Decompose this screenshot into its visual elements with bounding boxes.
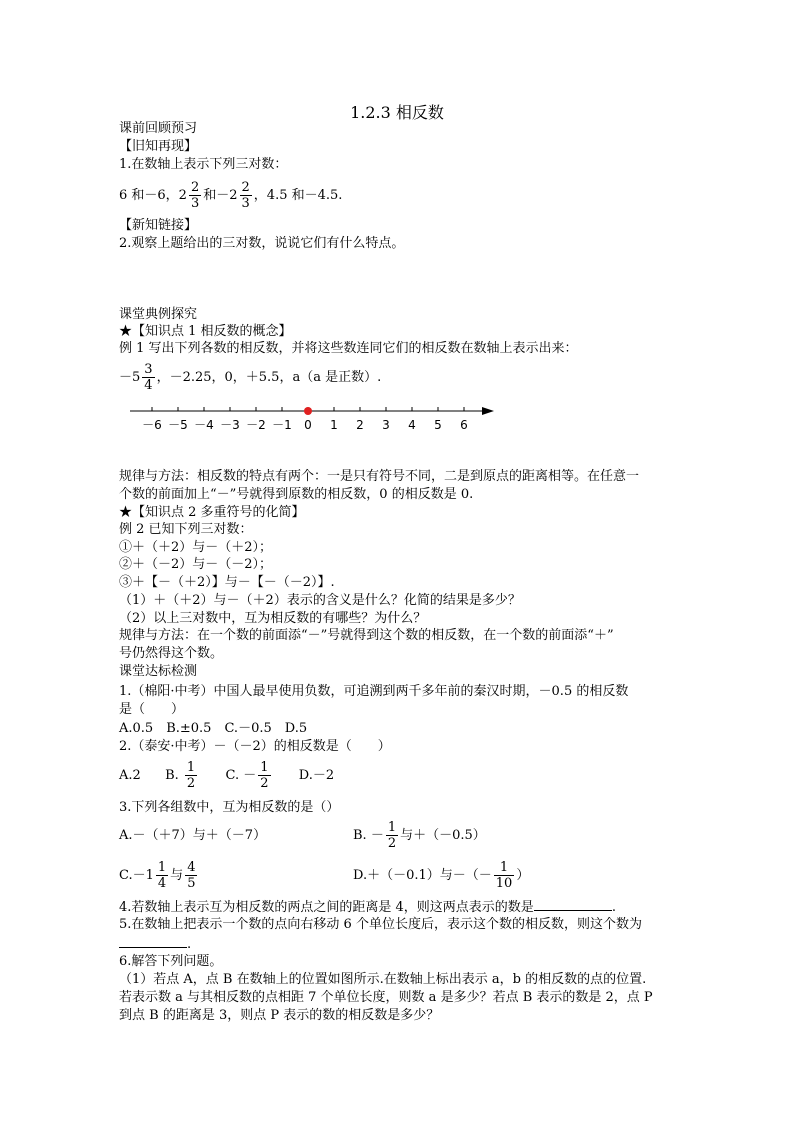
page-title: 1.2.3 相反数: [350, 103, 444, 122]
q1-part-b: 和－2: [203, 188, 238, 203]
fraction-two-thirds: [189, 180, 201, 211]
example-2-question-2: （2）以上三对数中，互为相反数的有哪些？为什么？: [119, 611, 427, 626]
denominator: 3: [190, 196, 200, 211]
axis-tick-label: 3: [382, 418, 390, 432]
fraction-two-thirds-2: [240, 180, 252, 211]
knowledge-point-2: ★【知识点 2 多重符号的化简】: [119, 505, 305, 520]
example-2-item-2: ②＋（－2）与－（－2）；: [119, 557, 273, 572]
test-3-option-c: [119, 858, 199, 894]
denominator: 10: [495, 876, 513, 891]
t3-b-suffix: 与＋（－0.5）: [400, 828, 486, 843]
answer-blank-5[interactable]: [119, 935, 187, 948]
t2-option-c: C. －: [225, 768, 257, 783]
t3-d-suffix: ）: [516, 868, 530, 883]
question-1: 1.在数轴上表示下列三对数：: [119, 157, 288, 172]
example-1-numbers: [119, 360, 381, 396]
test-6-line-1: （1）若点 A，点 B 在数轴上的位置如图所示.在数轴上标出表示 a，b 的相反数的点的位置.: [119, 972, 647, 987]
rule-1-line-2: 个数的前面加上“－”号就得到原数的相反数，0 的相反数是 0.: [119, 487, 474, 502]
axis-tick-label: －6: [142, 418, 162, 432]
example-2: 例 2 已知下列三对数：: [119, 522, 253, 537]
new-knowledge-label: 【新知链接】: [119, 218, 198, 233]
rule-2-line-2: 号仍然得这个数。: [119, 646, 224, 661]
fraction-one-tenth: [494, 860, 515, 891]
old-knowledge-label: 【旧知再现】: [119, 139, 198, 154]
q1-part-c: ，4.5 和－4.5.: [253, 188, 343, 203]
denominator: 5: [187, 876, 196, 891]
fraction-four-fifths: [185, 860, 197, 891]
rule-1-line-1: 规律与方法：相反数的特点有两个：一是只有符号不同，二是到原点的距离相等。在任意一: [119, 469, 640, 484]
question-1-numbers: [119, 178, 342, 214]
t2-option-d: D.－2: [298, 768, 335, 783]
test-3-option-b: [353, 818, 486, 854]
t3-c-prefix: C.－1: [119, 868, 154, 883]
t3-d-prefix: D.＋（－0.1）与－（－: [353, 868, 492, 883]
numerator: 1: [494, 860, 515, 876]
denominator: 2: [260, 776, 269, 791]
test-3: 3.下列各组数中，互为相反数的是（）: [119, 800, 340, 815]
test-2: 2.（泰安·中考）－（－2）的相反数是（ ）: [119, 739, 391, 754]
fraction-one-half: [185, 760, 197, 791]
example-1: 例 1 写出下列各数的相反数，并将这些数连同它们的相反数在数轴上表示出来：: [119, 341, 578, 356]
axis-tick-label: 6: [460, 418, 468, 432]
numerator: 1: [387, 820, 397, 835]
test-4-end: .: [611, 900, 616, 915]
axis-tick-label: －5: [168, 418, 188, 432]
numerator: 1: [186, 760, 196, 775]
knowledge-point-1: ★【知识点 1 相反数的概念】: [119, 324, 292, 339]
test-1-options: A.0.5 B.±0.5 C.－0.5 D.5: [119, 721, 308, 736]
q1-part-a: 6 和－6，2: [119, 188, 187, 203]
test-5-answer: [119, 935, 191, 953]
numerator: 2: [190, 180, 200, 195]
denominator: 3: [241, 196, 250, 211]
axis-tick-label: －2: [246, 418, 266, 432]
test-5: 5.在数轴上把表示一个数的点向右移动 6 个单位长度后，表示这个数的相反数，则这个数为: [119, 917, 642, 932]
axis-tick-label: 1: [330, 418, 338, 432]
ex1-part-b: ，－2.25，0，＋5.5，a（a 是正数）.: [156, 370, 382, 385]
test-6-line-3: 到点 B 的距离是 3，则点 P 表示的数的相反数是多少？: [119, 1008, 440, 1023]
numerator: 2: [241, 180, 250, 195]
number-line: [0, 398, 794, 438]
axis-tick-label: 5: [434, 418, 442, 432]
test-2-options: [119, 758, 334, 794]
fraction-one-half-2: [258, 760, 270, 791]
origin-dot: [304, 407, 312, 415]
denominator: 4: [157, 876, 167, 891]
numerator: 1: [157, 860, 167, 875]
ex1-part-a: －5: [119, 370, 141, 385]
section-test-heading: 课堂达标检测: [119, 664, 198, 679]
example-2-question-1: （1）＋（＋2）与－（＋2）表示的含义是什么？化简的结果是多少？: [119, 593, 521, 608]
numerator: 3: [144, 362, 153, 377]
fraction-three-quarters: [142, 362, 154, 393]
test-3-option-a: A.－（＋7）与＋（－7）: [119, 828, 267, 843]
test-4: [119, 898, 616, 916]
numerator: 4: [187, 860, 196, 875]
test-6: 6.解答下列问题。: [119, 954, 223, 969]
answer-blank-4[interactable]: [534, 898, 612, 911]
denominator: 2: [186, 776, 196, 791]
fraction-one-quarter: [156, 860, 168, 891]
test-5-end: .: [187, 937, 192, 952]
section-examples-heading: 课堂典例探究: [119, 307, 198, 322]
t3-c-middle: 与: [170, 868, 184, 883]
t2-option-b: B.: [165, 768, 179, 783]
fraction-one-half-3: [386, 820, 398, 851]
test-3-option-d: [353, 858, 529, 894]
rule-2-line-1: 规律与方法：在一个数的前面添“－”号就得到这个数的相反数，在一个数的前面添“＋”: [119, 628, 614, 643]
section-review-heading: 课前回顾预习: [119, 121, 198, 136]
test-4-text: 4.若数轴上表示互为相反数的两点之间的距离是 4，则这两点表示的数是: [119, 900, 534, 915]
test-1-line-1: 1.（棉阳·中考）中国人最早使用负数，可追溯到两千多年前的秦汉时期，－0.5 的相反数: [119, 684, 629, 699]
axis-tick-label: 2: [356, 418, 364, 432]
axis-tick-label: －4: [194, 418, 214, 432]
example-2-item-1: ①＋（＋2）与－（＋2）；: [119, 540, 273, 555]
axis-tick-label: 0: [304, 418, 312, 432]
question-2: 2.观察上题给出的三对数，说说它们有什么特点。: [119, 236, 405, 251]
denominator: 4: [144, 378, 153, 393]
axis-tick-label: －3: [220, 418, 240, 432]
test-1-line-2: 是（ ）: [119, 702, 185, 717]
numerator: 1: [260, 760, 269, 775]
axis-arrow-icon: [482, 407, 494, 415]
t2-option-a: A.2: [119, 768, 141, 783]
denominator: 2: [387, 836, 397, 851]
axis-tick-label: －1: [272, 418, 292, 432]
test-6-line-2: 若表示数 a 与其相反数的点相距 7 个单位长度，则数 a 是多少？若点 B 表示的数是 2，点 P: [119, 990, 653, 1005]
axis-tick-label: 4: [408, 418, 416, 432]
t3-b-prefix: B. －: [353, 828, 384, 843]
example-2-item-3: ③＋【－（＋2）】与－【－（－2）】.: [119, 575, 335, 590]
